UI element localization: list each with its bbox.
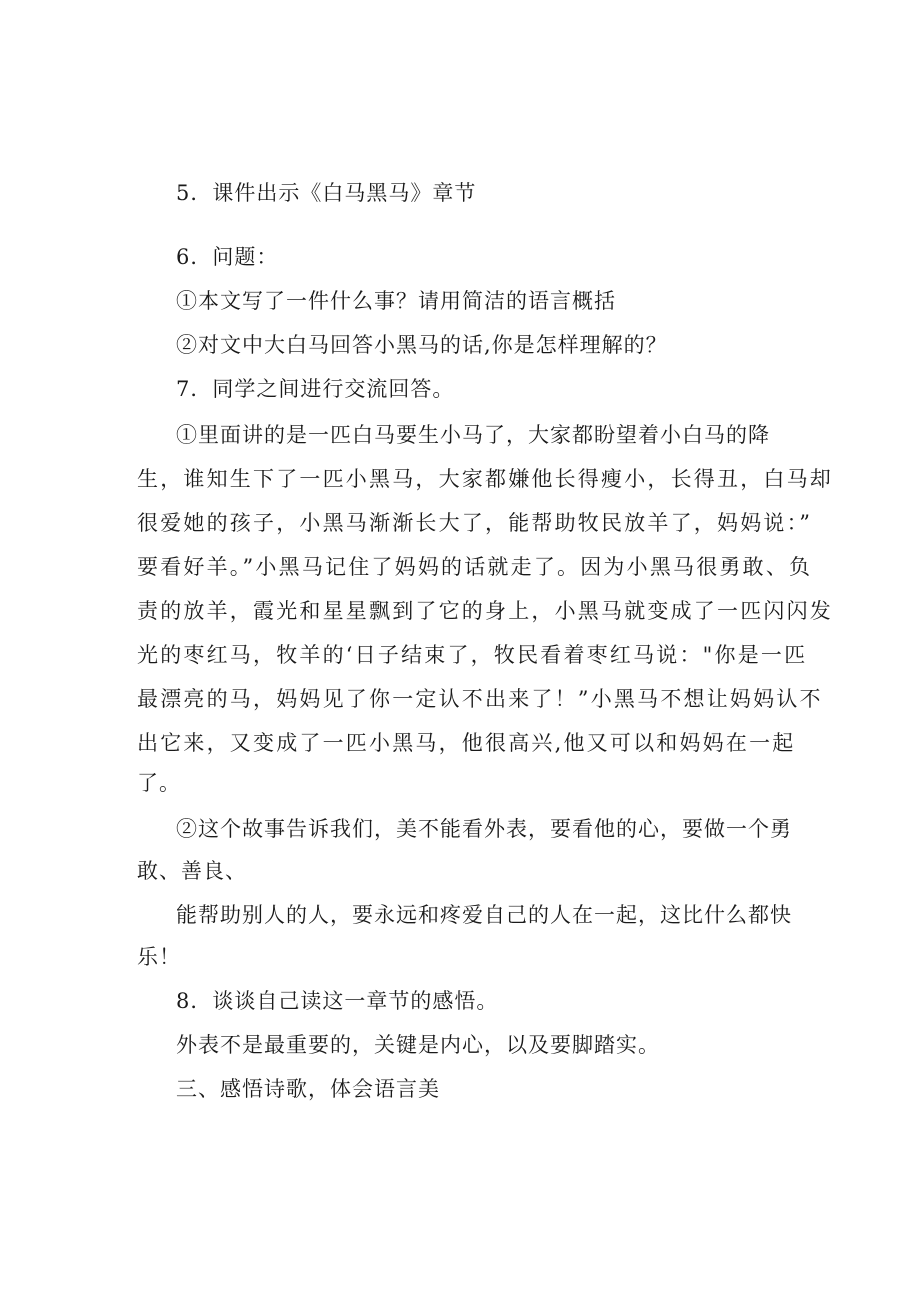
answer-2-line: 能帮助别人的人，要永远和疼爱自己的人在一起，这比什么都快 (176, 903, 792, 927)
item-5-courseware: 5．课件出示《白马黑马》章节 (176, 181, 477, 205)
answer-1-line: 最漂亮的马，妈妈见了你一定认不出来了！”小黑马不想让妈妈认不 (137, 687, 823, 711)
answer-1-line: 生，谁知生下了一匹小黑马，大家都嫌他长得瘦小，长得丑，白马却 (137, 467, 833, 491)
answer-2-line: 乐！ (137, 945, 181, 969)
answer-1-line: 要看好羊。”小黑马记住了妈妈的话就走了。因为小黑马很勇敢、负 (137, 555, 813, 579)
answer-1-line: ①里面讲的是一匹白马要生小马了，大家都盼望着小白马的降 (176, 423, 770, 447)
answer-1-line: 光的枣红马，牧羊的‘日子结束了，牧民看着枣红马说："你是一匹 (137, 643, 808, 667)
question-1: ①本文写了一件什么事？请用简洁的语言概括 (176, 289, 616, 313)
answer-2-line: 敢、善良、 (137, 859, 247, 883)
answer-2-line: ②这个故事告诉我们，美不能看外表，要看他的心，要做一个勇 (176, 817, 792, 841)
item-8-reflection: 8．谈谈自己读这一章节的感悟。 (176, 989, 499, 1013)
answer-1-line: 很爱她的孩子，小黑马渐渐长大了，能帮助牧民放羊了，妈妈说：” (137, 511, 813, 535)
answer-1-line: 责的放羊，霞光和星星飘到了它的身上，小黑马就变成了一匹闪闪发 (137, 599, 833, 623)
question-2: ②对文中大白马回答小黑马的话,你是怎样理解的？ (176, 333, 668, 357)
section-3-heading: 三、感悟诗歌，体会语言美 (176, 1077, 440, 1101)
answer-1-line: 出它来，又变成了一匹小黑马，他很高兴,他又可以和妈妈在一起 (137, 731, 796, 755)
reflection-answer: 外表不是最重要的，关键是内心，以及要脚踏实。 (176, 1033, 660, 1057)
item-7-discussion: 7．同学之间进行交流回答。 (176, 377, 455, 401)
answer-1-line: 了。 (137, 771, 181, 795)
item-6-questions: 6．问题： (176, 245, 279, 269)
